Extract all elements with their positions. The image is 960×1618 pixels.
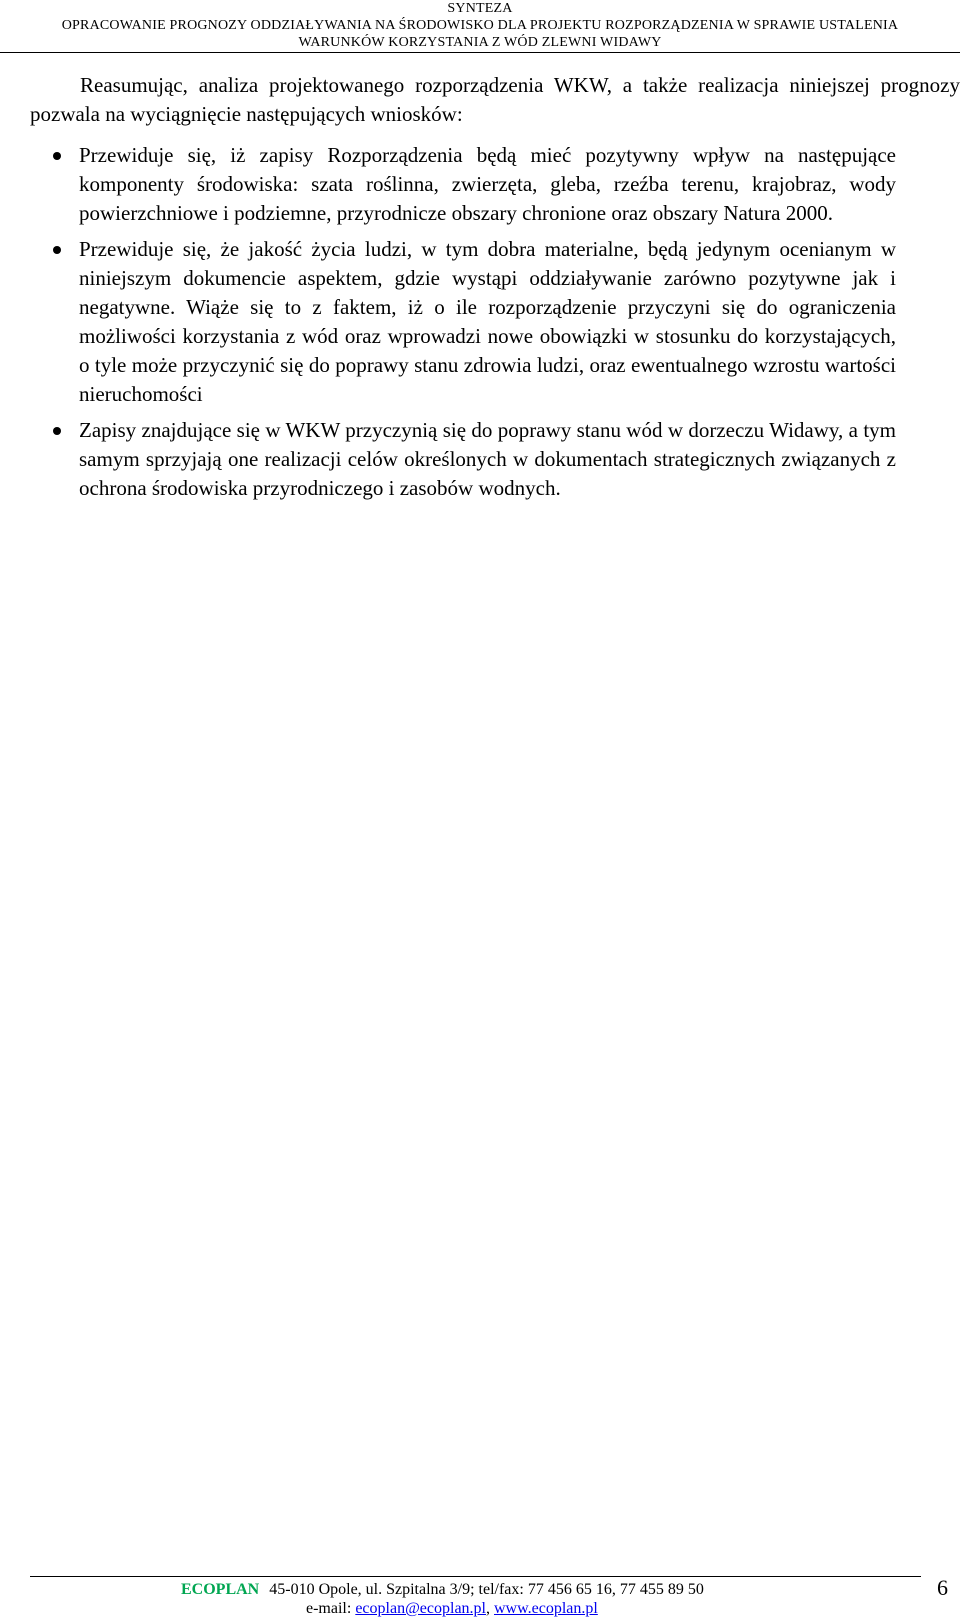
email-link[interactable]: ecoplan@ecoplan.pl xyxy=(355,1600,486,1617)
header-title: SYNTEZA xyxy=(447,1,513,16)
list-item xyxy=(79,416,896,503)
footer-contact-line xyxy=(306,1599,598,1618)
conclusions-list xyxy=(0,141,960,503)
header-subtitle-line-2: WARUNKÓW KORZYSTANIA Z WÓD ZLEWNI WIDAWY xyxy=(298,35,662,50)
email-label: e-mail: xyxy=(306,1600,356,1617)
website-link[interactable]: www.ecoplan.pl xyxy=(494,1600,598,1617)
footer-address-line xyxy=(181,1580,704,1599)
header-subtitle-line-1: OPRACOWANIE PROGNOZY ODDZIAŁYWANIA NA ŚRODOWISKO DLA PROJEKTU ROZPORZĄDZENIA W SPRAWIE USTALENIA xyxy=(61,18,899,33)
bullet-icon xyxy=(53,246,61,254)
list-item-text: Przewiduje się, iż zapisy Rozporządzenia będą mieć pozytywny wpływ na następujące komponenty środowiska: szata roślinna, zwierzęta, gleba, rzeźba terenu, krajobraz, wody powierzchniowe i podziemne, przyrodnicze obszary chronione oraz obszary Natura 2000. xyxy=(79,143,896,225)
contact-separator: , xyxy=(486,1600,494,1617)
list-item xyxy=(79,141,896,228)
header-divider xyxy=(0,52,960,53)
page-number: 6 xyxy=(937,1575,948,1600)
bullet-icon xyxy=(53,427,61,435)
intro-paragraph: Reasumując, analiza projektowanego rozporządzenia WKW, a także realizacja niniejszej prognozy pozwala na wyciągnięcie następujących wniosków: xyxy=(30,73,960,126)
list-item xyxy=(79,235,896,409)
bullet-icon xyxy=(53,152,61,160)
footer-address: 45-010 Opole, ul. Szpitalna 3/9; tel/fax: 77 456 65 16, 77 455 89 50 xyxy=(269,1581,704,1598)
page-header xyxy=(0,0,960,51)
list-item-text: Zapisy znajdujące się w WKW przyczynią się do poprawy stanu wód w dorzeczu Widawy, a tym samym sprzyjają one realizacji celów określonych w dokumentach strategicznych związanych z ochrona środowiska przyrodniczego i zasobów wodnych. xyxy=(79,418,896,500)
brand-name: ECOPLAN xyxy=(181,1581,260,1598)
list-item-text: Przewiduje się, że jakość życia ludzi, w tym dobra materialne, będą jedynym ocenianym w niniejszym dokumencie aspektem, gdzie wystąpi oddziaływanie zarówno pozytywne jak i negatywne. Wiąże się to z faktem, iż o ile rozporządzenie przyczyni się do ograniczenia możliwości korzystania z wód oraz wprowadzi nowe obowiązki w stosunku do korzystających, o tyle może przyczynić się do poprawy stanu zdrowia ludzi, oraz ewentualnego wzrostu wartości nieruchomości xyxy=(79,237,896,406)
footer-divider xyxy=(30,1576,921,1577)
